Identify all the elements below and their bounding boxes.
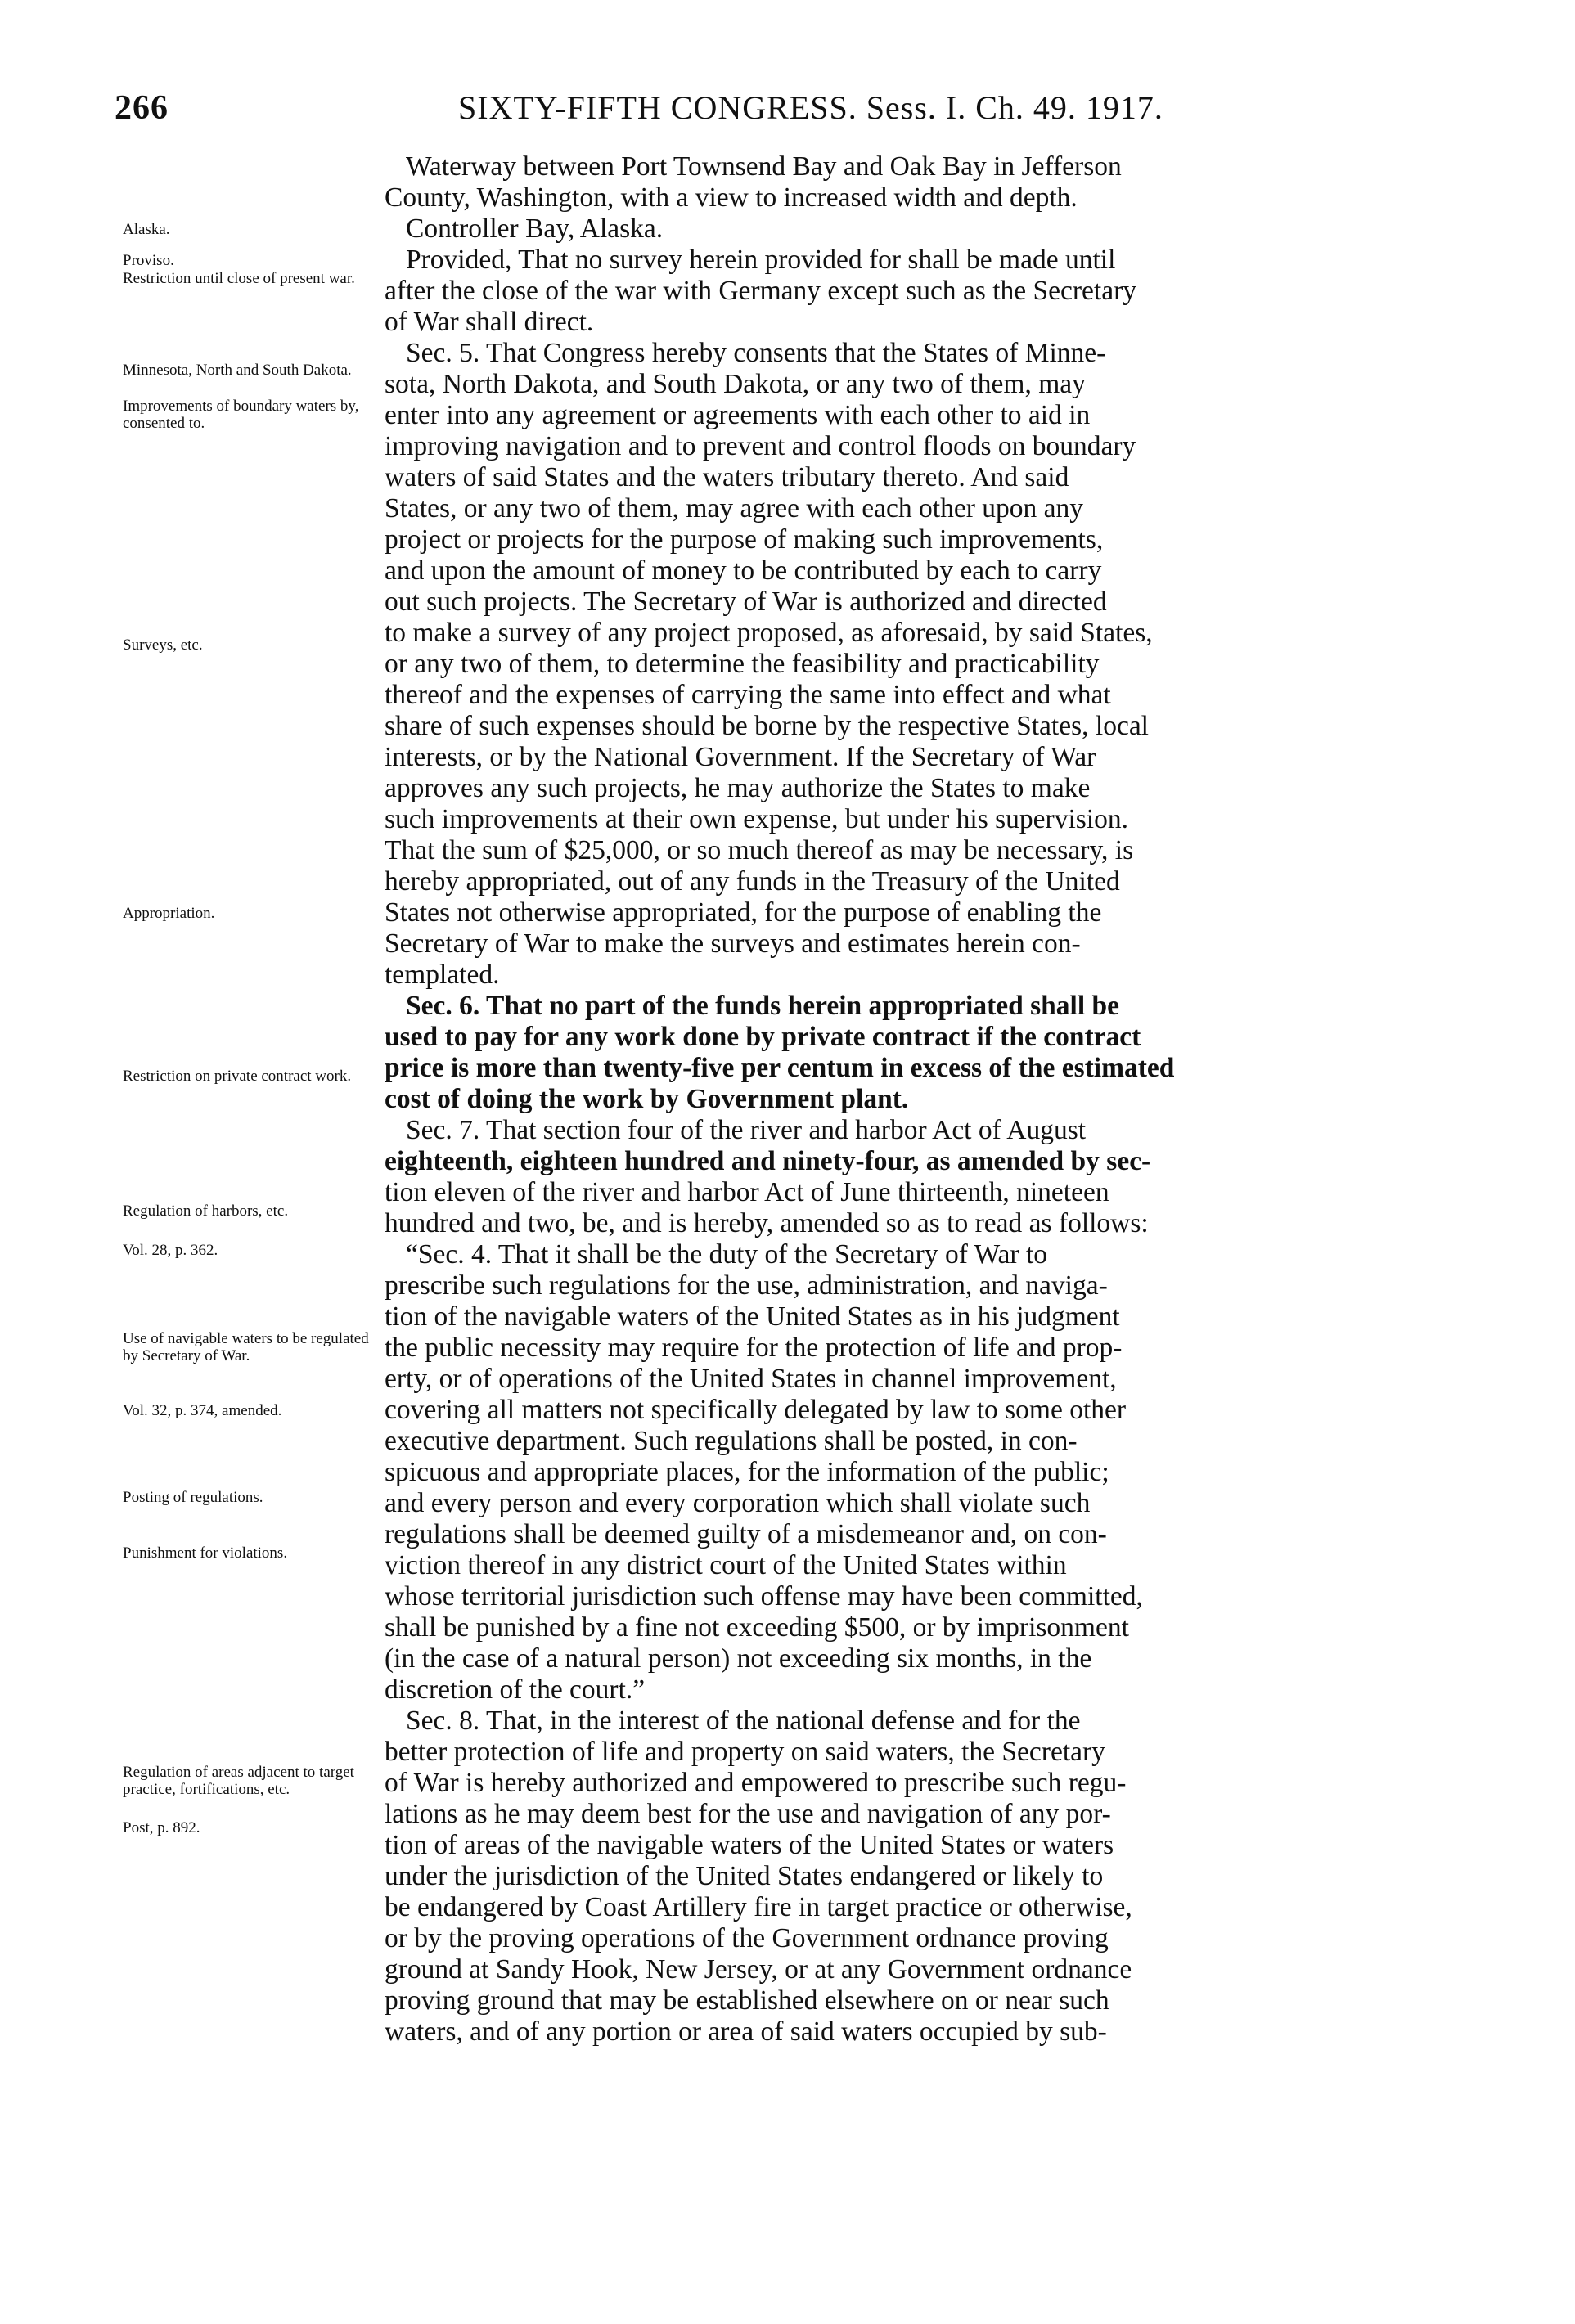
page-number: 266 bbox=[115, 89, 169, 127]
text-line: interests, or by the National Government. If the Secretary of War bbox=[385, 742, 1096, 772]
text-line: thereof and the expenses of carrying the same into effect and what bbox=[385, 680, 1111, 710]
text-line: sota, North Dakota, and South Dakota, or any two of them, may bbox=[385, 369, 1086, 399]
page-header bbox=[0, 88, 1575, 137]
text-line: covering all matters not specifically delegated by law to some other bbox=[385, 1395, 1127, 1425]
text-line: hereby appropriated, out of any funds in the Treasury of the United bbox=[385, 866, 1120, 897]
margin-notes bbox=[123, 147, 372, 2241]
margin-note: Restriction on private contract work. bbox=[123, 1068, 352, 1085]
text-line: Sec. 8. That, in the interest of the national defense and for the bbox=[406, 1706, 1081, 1736]
margin-note: Minnesota, North and South Dakota. bbox=[123, 362, 352, 379]
text-line: discretion of the court.” bbox=[385, 1674, 646, 1705]
text-line: Provided, That no survey herein provided for shall be made until bbox=[406, 245, 1116, 275]
text-line: States, or any two of them, may agree with each other upon any bbox=[385, 493, 1083, 524]
text-line: eighteenth, eighteen hundred and ninety-four, as amended by sec- bbox=[385, 1146, 1151, 1176]
text-line: County, Washington, with a view to increased width and depth. bbox=[385, 182, 1078, 213]
text-line: waters, and of any portion or area of said waters occupied by sub- bbox=[385, 2016, 1107, 2047]
margin-note: Restriction until close of present war. bbox=[123, 270, 355, 287]
margin-note: Use of navigable waters to be regulated by Secretary of War. bbox=[123, 1330, 369, 1364]
text-line: ground at Sandy Hook, New Jersey, or at any Government ordnance bbox=[385, 1954, 1132, 1985]
text-line: whose territorial jurisdiction such offense may have been committed, bbox=[385, 1581, 1143, 1612]
margin-note: Punishment for violations. bbox=[123, 1544, 288, 1562]
margin-note: Appropriation. bbox=[123, 905, 215, 922]
text-line: the public necessity may require for the protection of life and prop- bbox=[385, 1333, 1123, 1363]
text-line: out such projects. The Secretary of War is authorized and directed bbox=[385, 587, 1107, 617]
text-line: under the jurisdiction of the United States endangered or likely to bbox=[385, 1861, 1104, 1891]
text-line: tion of the navigable waters of the United States as in his judgment bbox=[385, 1301, 1120, 1332]
text-line: to make a survey of any project proposed, as aforesaid, by said States, bbox=[385, 618, 1153, 648]
text-line: executive department. Such regulations shall be posted, in con- bbox=[385, 1426, 1078, 1456]
text-line: templated. bbox=[385, 960, 500, 990]
margin-note: Posting of regulations. bbox=[123, 1489, 263, 1506]
text-line: or any two of them, to determine the feasibility and practicability bbox=[385, 649, 1100, 679]
text-line: Controller Bay, Alaska. bbox=[406, 214, 664, 244]
text-line: price is more than twenty-five per centum in excess of the estimated bbox=[385, 1053, 1175, 1083]
text-line: viction thereof in any district court of the United States within bbox=[385, 1550, 1067, 1580]
text-line: better protection of life and property on said waters, the Secretary bbox=[385, 1737, 1105, 1767]
text-line: waters of said States and the waters tributary thereto. And said bbox=[385, 462, 1069, 492]
text-line: That the sum of $25,000, or so much thereof as may be necessary, is bbox=[385, 835, 1134, 865]
text-line: of War is hereby authorized and empowered to prescribe such regu- bbox=[385, 1768, 1127, 1798]
margin-note: Alaska. bbox=[123, 221, 170, 238]
margin-note: Vol. 28, p. 362. bbox=[123, 1242, 218, 1259]
text-line: Secretary of War to make the surveys and estimates herein con- bbox=[385, 928, 1081, 959]
text-line: spicuous and appropriate places, for the information of the public; bbox=[385, 1457, 1109, 1487]
text-line: Sec. 5. That Congress hereby consents that the States of Minne- bbox=[406, 338, 1106, 368]
text-line: Waterway between Port Townsend Bay and Oak Bay in Jefferson bbox=[406, 151, 1122, 182]
text-line: project or projects for the purpose of making such improvements, bbox=[385, 524, 1104, 555]
margin-note: Proviso. bbox=[123, 252, 174, 269]
text-line: regulations shall be deemed guilty of a misdemeanor and, on con- bbox=[385, 1519, 1107, 1549]
text-line: and every person and every corporation which shall violate such bbox=[385, 1488, 1091, 1518]
text-line: improving navigation and to prevent and control floods on boundary bbox=[385, 431, 1136, 461]
text-line: after the close of the war with Germany except such as the Secretary bbox=[385, 276, 1136, 306]
text-line: tion eleven of the river and harbor Act of June thirteenth, nineteen bbox=[385, 1177, 1109, 1207]
running-head: SIXTY-FIFTH CONGRESS. Sess. I. Ch. 49. 1917. bbox=[458, 89, 1163, 126]
text-line: shall be punished by a fine not exceeding $500, or by imprisonment bbox=[385, 1612, 1129, 1643]
text-line: lations as he may deem best for the use and navigation of any por- bbox=[385, 1799, 1111, 1829]
margin-note: Regulation of areas adjacent to target practice, fortifications, etc. bbox=[123, 1764, 354, 1798]
text-line: used to pay for any work done by private contract if the contract bbox=[385, 1022, 1141, 1052]
text-line: such improvements at their own expense, but under his supervision. bbox=[385, 804, 1128, 834]
text-line: and upon the amount of money to be contributed by each to carry bbox=[385, 555, 1102, 586]
statute-text bbox=[385, 151, 1456, 2245]
text-line: States not otherwise appropriated, for the purpose of enabling the bbox=[385, 897, 1102, 928]
text-line: approves any such projects, he may authorize the States to make bbox=[385, 773, 1091, 803]
text-line: Sec. 6. That no part of the funds herein appropriated shall be bbox=[406, 991, 1120, 1021]
text-line: enter into any agreement or agreements with each other to aid in bbox=[385, 400, 1091, 430]
text-line: Sec. 7. That section four of the river and harbor Act of August bbox=[406, 1115, 1087, 1145]
text-line: proving ground that may be established elsewhere on or near such bbox=[385, 1985, 1109, 2016]
margin-note: Improvements of boundary waters by, consented to. bbox=[123, 398, 359, 432]
text-line: prescribe such regulations for the use, administration, and naviga- bbox=[385, 1270, 1108, 1301]
text-line: (in the case of a natural person) not exceeding six months, in the bbox=[385, 1643, 1092, 1674]
text-line: share of such expenses should be borne by the respective States, local bbox=[385, 711, 1149, 741]
margin-note: Regulation of harbors, etc. bbox=[123, 1202, 289, 1220]
margin-note: Surveys, etc. bbox=[123, 636, 203, 654]
text-line: be endangered by Coast Artillery fire in target practice or otherwise, bbox=[385, 1892, 1132, 1922]
text-line: cost of doing the work by Government plant. bbox=[385, 1084, 909, 1114]
text-line: or by the proving operations of the Government ordnance proving bbox=[385, 1923, 1109, 1953]
text-line: tion of areas of the navigable waters of the United States or waters bbox=[385, 1830, 1114, 1860]
text-line: erty, or of operations of the United States in channel improvement, bbox=[385, 1364, 1117, 1394]
margin-note: Post, p. 892. bbox=[123, 1819, 200, 1836]
margin-note: Vol. 32, p. 374, amended. bbox=[123, 1402, 282, 1419]
text-line: “Sec. 4. That it shall be the duty of the Secretary of War to bbox=[406, 1239, 1048, 1270]
text-line: of War shall direct. bbox=[385, 307, 594, 337]
text-line: hundred and two, be, and is hereby, amended so as to read as follows: bbox=[385, 1208, 1149, 1238]
